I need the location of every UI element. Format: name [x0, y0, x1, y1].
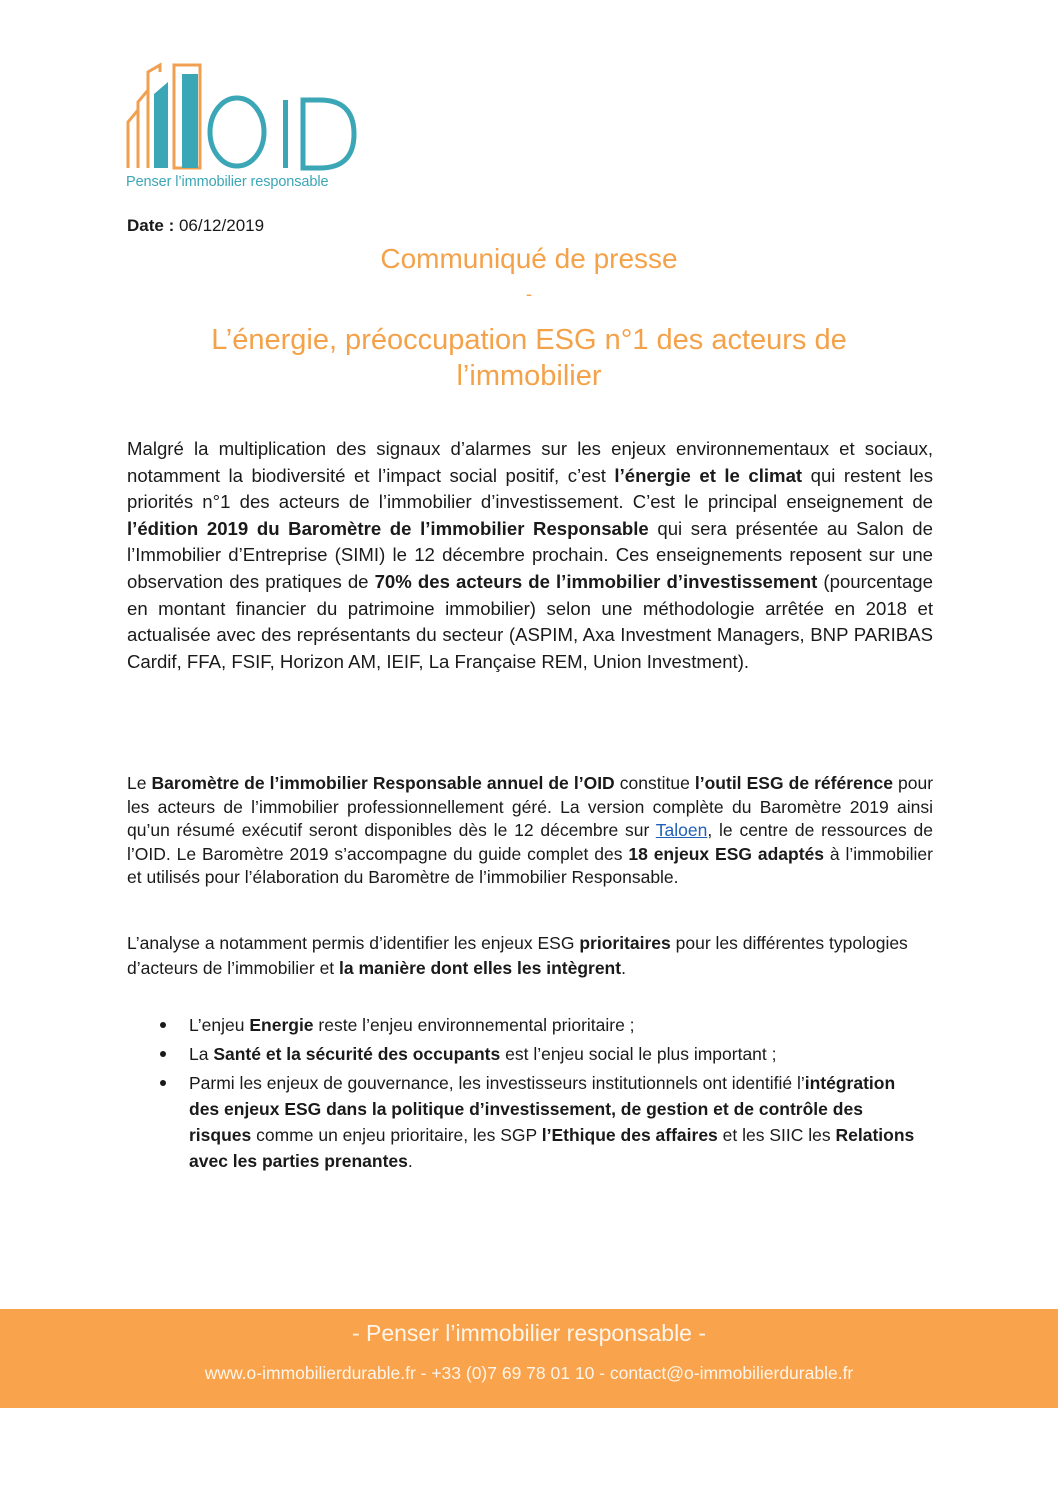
bullet-icon: [160, 1022, 166, 1028]
text-run: Le: [127, 773, 152, 793]
text-run: Parmi les enjeux de gouvernance, les investisseurs institutionnels ont identifié l’: [189, 1073, 805, 1093]
bold-run: Energie: [249, 1015, 314, 1035]
text-run: .: [407, 1151, 413, 1171]
taloen-link[interactable]: Taloen: [655, 820, 708, 841]
text-run: reste l’enjeu environnemental prioritaire ;: [313, 1015, 635, 1035]
list-item: [160, 1041, 930, 1067]
bold-run: 70% des acteurs de l’immobilier d’investissement: [374, 570, 818, 592]
paragraph-analysis: [127, 931, 933, 981]
text-run: à l’immobilier et utilisés pour l’élaboration du Baromètre de l’immobilier Responsable.: [127, 843, 933, 888]
text-run: L’analyse a notamment permis d’identifier les enjeux ESG: [127, 933, 580, 953]
date-line: [127, 216, 264, 236]
paragraph-intro: [127, 436, 933, 675]
paragraph-barometer: [127, 772, 933, 890]
text-run: qui sera présentée au Salon de l’Immobilier d’Entreprise (SIMI) le 12 décembre prochain. Ces enseignements reposent sur une observation des pratiques de: [127, 517, 933, 592]
bold-run: l’édition 2019 du Baromètre de l’immobilier Responsable: [127, 517, 649, 539]
text-run: est l’enjeu social le plus important ;: [500, 1044, 777, 1064]
text-run: pour les différentes typologies d’acteurs de l’immobilier et: [127, 933, 908, 978]
text-run: (pourcentage en montant financier du patrimoine immobilier) selon une méthodologie arrêtée en 2018 et actualisée avec des représentants du secteur (ASPIM, Axa Investment Managers, BNP PARIBAS Cardif, FFA, FSIF, Horizon AM, IEIF, La Française REM, Union Investment).: [127, 570, 933, 672]
date-label: Date :: [127, 216, 175, 235]
text-run: qui restent les priorités n°1 des acteurs de l’immobilier d’investissement. C’est le principal enseignement de: [127, 464, 933, 513]
text-run: L’enjeu: [189, 1015, 250, 1035]
findings-list: [160, 1012, 930, 1177]
bold-run: l’énergie et le climat: [614, 464, 803, 486]
headline: [0, 322, 1058, 394]
text-run: et les SIIC les: [717, 1125, 836, 1145]
footer-tagline: - Penser l’immobilier responsable -: [351, 1320, 707, 1346]
headline-line-1: L’énergie, préoccupation ESG n°1 des acteurs de: [211, 324, 847, 356]
building-logo-icon: [124, 62, 374, 174]
bold-run: Baromètre de l’immobilier Responsable annuel de l’OID: [151, 773, 615, 793]
list-item: [160, 1012, 930, 1038]
bold-run: prioritaires: [579, 933, 671, 953]
bold-run: l’Ethique des affaires: [541, 1125, 718, 1145]
oid-logo: [124, 62, 374, 192]
list-item: [160, 1070, 930, 1174]
logo-tagline: Penser l’immobilier responsable: [126, 174, 329, 190]
text-run: comme un enjeu prioritaire, les SGP: [251, 1125, 542, 1145]
bold-run: la manière dont elles les intègrent: [339, 958, 622, 978]
bold-run: 18 enjeux ESG adaptés: [628, 843, 824, 864]
document-type: Communiqué de presse: [380, 243, 678, 274]
bold-run: intégration des enjeux ESG dans la politique d’investissement, de gestion et de contrôle des risques: [189, 1073, 896, 1145]
bold-run: Santé et la sécurité des occupants: [213, 1044, 501, 1064]
text-run: , le centre de ressources de l’OID. Le Baromètre 2019 s’accompagne du guide complet des: [127, 820, 933, 864]
bold-run: l’outil ESG de référence: [694, 773, 893, 793]
bullet-icon: [160, 1051, 166, 1057]
headline-line-2: l’immobilier: [456, 360, 602, 392]
footer-banner: [0, 1309, 1058, 1408]
text-run: pour les acteurs de l’immobilier professionnellement géré. La version complète du Baromètre 2019 ainsi qu’un résumé exécutif seront disponibles dès le 12 décembre sur: [127, 773, 934, 841]
text-run: .: [621, 958, 626, 978]
bold-run: Relations avec les parties prenantes: [189, 1125, 915, 1171]
text-run: Malgré la multiplication des signaux d’alarmes sur les enjeux environnementaux et sociaux, notamment la biodiversité et l’impact social positif, c’est: [127, 438, 933, 486]
bullet-icon: [160, 1080, 166, 1086]
text-run: La: [189, 1044, 214, 1064]
title-separator: -: [526, 284, 532, 304]
footer-contact: www.o-immobilierdurable.fr - +33 (0)7 69 78 01 10 - contact@o-immobilierdurable.fr: [204, 1363, 854, 1383]
text-run: constitue: [614, 773, 695, 793]
date-value: 06/12/2019: [178, 216, 265, 235]
